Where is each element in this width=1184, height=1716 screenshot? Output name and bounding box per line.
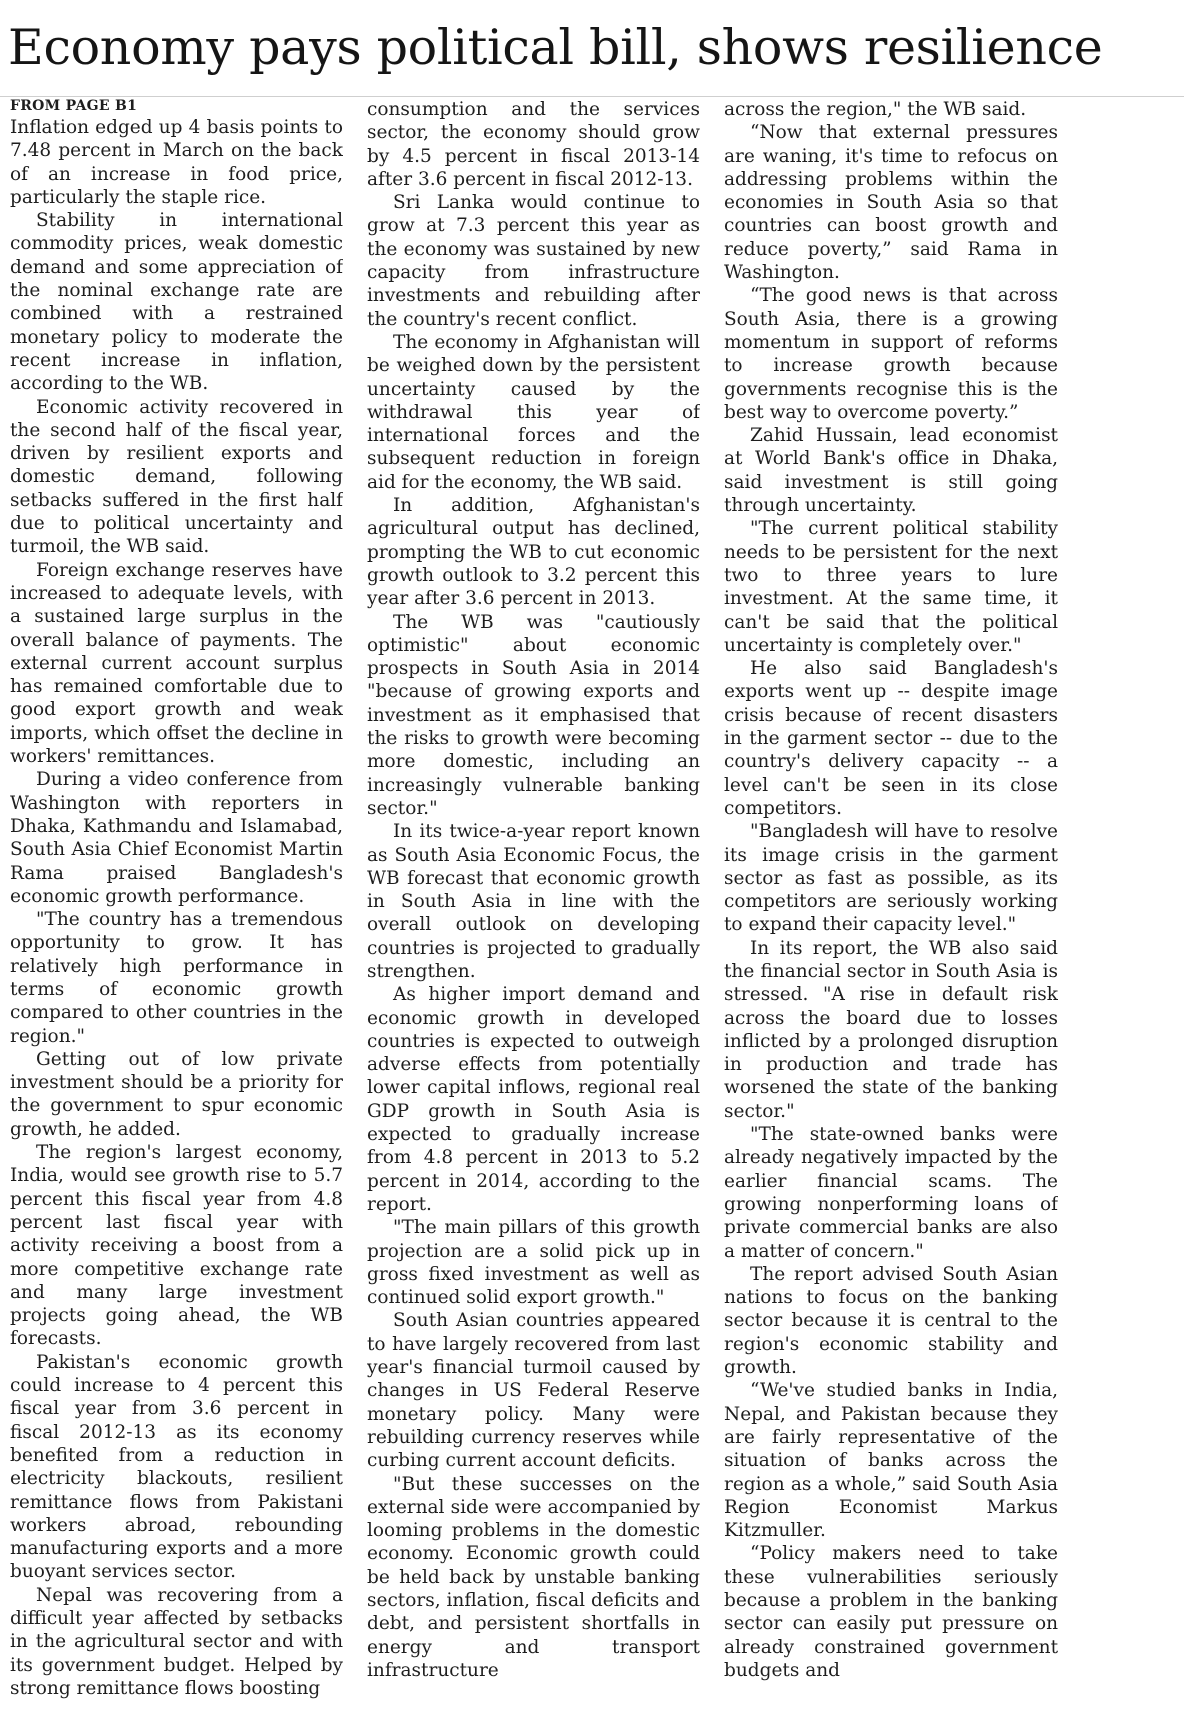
headline-rule [0, 96, 1184, 97]
paragraph: The report advised South Asian nations to focus on the banking sector because it is central to the region's economic stability and growth. [724, 1263, 1058, 1379]
paragraph: In its report, the WB also said the financial sector in South Asia is stressed. "A rise in default risk across the board due to losses inflicted by a prolonged disruption in production and trade has worsened the state of the banking sector." [724, 937, 1058, 1122]
paragraph: Stability in international commodity prices, weak domestic demand and some appreciation of the nominal exchange rate are combined with a restrained monetary policy to moderate the recent increase in inflation, according to the WB. [10, 210, 343, 395]
paragraph: Zahid Hussain, lead economist at World Bank's office in Dhaka, said investment is still going through uncertainty. [724, 425, 1058, 517]
paragraph: As higher import demand and economic growth in developed countries is expected to outweigh adverse effects from potentially lower capital inflows, regional real GDP growth in South Asia is expected to gradually increase from 4.8 percent in 2013 to 5.2 percent in 2014, according to the report. [367, 984, 700, 1215]
paragraph: "The current political stability needs to be persistent for the next two to three years to lure investment. At the same time, it can't be said that the political uncertainty is completely over." [724, 518, 1058, 656]
paragraph: "The country has a tremendous opportunity to grow. It has relatively high performance in terms of economic growth compared to other countries in the region." [10, 909, 343, 1047]
paragraph: Inflation edged up 4 basis points to 7.48 percent in March on the back of an increase in food price, particularly the staple rice. [10, 117, 343, 208]
paragraph: In addition, Afghanistan's agricultural output has declined, prompting the WB to cut economic growth outlook to 3.2 percent this year after 3.6 percent in 2013. [367, 495, 700, 610]
headline: Economy pays political bill, shows resilience [8, 19, 1103, 76]
paragraph: Foreign exchange reserves have increased to adequate levels, with a sustained large surplus in the overall balance of payments. The external current account surplus has remained comfortable due to good export growth and weak imports, which offset the decline in workers' remittances. [10, 559, 343, 768]
paragraph: “We've studied banks in India, Nepal, and Pakistan because they are fairly representative of the situation of banks across the region as a whole,” said South Asia Region Economist Markus Kitzmuller. [724, 1380, 1058, 1542]
paragraph: The economy in Afghanistan will be weighed down by the persistent uncertainty caused by the withdrawal this year of international forces and the subsequent reduction in foreign aid for the economy, the WB said. [367, 331, 700, 493]
paragraph: Nepal was recovering from a difficult year affected by setbacks in the agricultural sector and with its government budget. Helped by strong remittance flows boosting [10, 1584, 343, 1699]
article-column-3 [724, 98, 1058, 1716]
paragraph: "The state-owned banks were already negatively impacted by the earlier financial scams. The growing nonperforming loans of private commercial banks are also a matter of concern." [724, 1124, 1058, 1262]
paragraph: Economic activity recovered in the second half of the fiscal year, driven by resilient exports and domestic demand, following setbacks suffered in the first half due to political uncertainty and turmoil, the WB said. [10, 396, 343, 558]
paragraph: He also said Bangladesh's exports went up -- despite image crisis because of recent disasters in the garment sector -- due to the country's delivery capacity -- a level can't be seen in its close competitors. [724, 658, 1058, 819]
paragraph: Sri Lanka would continue to grow at 7.3 percent this year as the economy was sustained by new capacity from infrastructure investments and rebuilding after the country's recent conflict. [367, 192, 700, 330]
paragraph: “Policy makers need to take these vulnerabilities seriously because a problem in the banking sector can easily put pressure on already constrained government budgets and [724, 1543, 1058, 1681]
paragraph: across the region," the WB said. [724, 99, 1027, 120]
paragraph: "Bangladesh will have to resolve its image crisis in the garment sector as fast as possible, as its competitors are seriously working to expand their capacity level." [724, 821, 1058, 936]
paragraph: Pakistan's economic growth could increase to 4 percent this fiscal year from 3.6 percent in fiscal 2012-13 as its economy benefited from a reduction in electricity blackouts, resilient remittance flows from Pakistani workers abroad, rebounding manufacturing exports and a more buoyant services sector. [10, 1351, 343, 1583]
paragraph: “The good news is that across South Asia, there is a growing momentum in support of reforms to increase growth because governments recognise this is the best way to overcome poverty.” [724, 285, 1058, 423]
paragraph: “Now that external pressures are waning, it's time to refocus on addressing problems within the economies in South Asia so that countries can boost growth and reduce poverty,” said Rama in Washington. [724, 122, 1058, 284]
paragraph: The WB was "cautiously optimistic" about economic prospects in South Asia in 2014 "because of growing exports and investment as it emphasised that the risks to growth were becoming more domestic, including an increasingly vulnerable banking sector." [367, 611, 700, 819]
article-column-1 [10, 98, 343, 1716]
article-column-2 [367, 98, 700, 1716]
paragraph: Getting out of low private investment should be a priority for the government to spur economic growth, he added. [10, 1048, 343, 1140]
dateline: FROM PAGE B1 [10, 98, 138, 114]
paragraph: South Asian countries appeared to have largely recovered from last year's financial turmoil caused by changes in US Federal Reserve monetary policy. Many were rebuilding currency reserves while curbing current account deficits. [367, 1310, 700, 1472]
paragraph: During a video conference from Washington with reporters in Dhaka, Kathmandu and Islamabad, South Asia Chief Economist Martin Rama praised Bangladesh's economic growth performance. [10, 769, 343, 907]
paragraph: The region's largest economy, India, would see growth rise to 5.7 percent this fiscal year from 4.8 percent last fiscal year with activity receiving a boost from a more competitive exchange rate and many large investment projects going ahead, the WB forecasts. [10, 1142, 343, 1350]
paragraph: "But these successes on the external side were accompanied by looming problems in the domestic economy. Economic growth could be held back by unstable banking sectors, inflation, fiscal deficits and debt, and persistent shortfalls in energy and transport infrastructure [367, 1473, 700, 1681]
paragraph: "The main pillars of this growth projection are a solid pick up in gross fixed investment as well as continued solid export growth." [367, 1217, 700, 1309]
paragraph: In its twice-a-year report known as South Asia Economic Focus, the WB forecast that economic growth in South Asia in line with the overall outlook on developing countries is projected to gradually strengthen. [367, 821, 700, 982]
paragraph: consumption and the services sector, the economy should grow by 4.5 percent in fiscal 2013-14 after 3.6 percent in fiscal 2012-13. [367, 99, 700, 190]
